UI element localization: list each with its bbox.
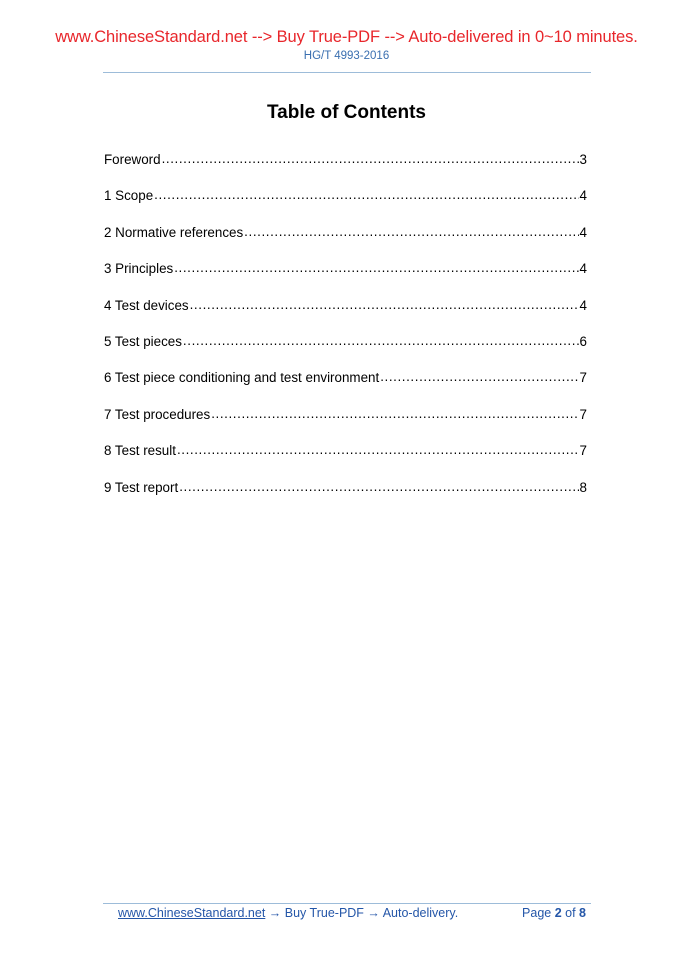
toc-leader-dots	[179, 478, 578, 492]
toc-entry-conditioning[interactable]	[104, 368, 587, 404]
toc-entry-page: 6	[579, 333, 587, 349]
toc-leader-dots	[174, 259, 578, 273]
toc-entry-scope[interactable]	[104, 186, 587, 222]
footer	[118, 906, 586, 920]
toc-entry-page: 8	[579, 479, 587, 495]
toc-leader-dots	[162, 150, 579, 164]
toc-leader-dots	[380, 368, 578, 382]
page-total: 8	[579, 906, 586, 920]
toc-entry-label: Foreword	[104, 152, 161, 167]
footer-tagline: → Buy True-PDF → Auto-delivery.	[265, 906, 459, 920]
toc-leader-dots	[177, 441, 579, 455]
toc-entry-label: 4 Test devices	[104, 297, 189, 313]
toc-entry-page: 7	[579, 406, 587, 422]
toc-leader-dots	[211, 405, 578, 419]
toc-entry-normative-references[interactable]	[104, 223, 587, 259]
toc-entry-test-devices[interactable]	[104, 296, 587, 332]
toc-entry-label: 8 Test result	[104, 443, 176, 459]
toc-entry-label: 1 Scope	[104, 188, 154, 204]
toc-entry-page: 3	[579, 152, 587, 167]
toc-entry-page: 4	[579, 261, 587, 277]
toc-leader-dots	[190, 296, 579, 310]
toc-entry-page: 4	[579, 224, 587, 240]
page-current: 2	[554, 906, 562, 920]
toc-leader-dots	[183, 332, 579, 346]
toc-entry-label: 9 Test report	[104, 479, 179, 495]
page-word: Page	[522, 906, 555, 920]
header-divider	[103, 72, 591, 73]
toc-leader-dots	[154, 186, 578, 200]
toc-entry-label: 2 Normative references	[104, 224, 244, 240]
footer-divider	[103, 903, 591, 904]
page-indicator	[522, 906, 586, 920]
toc-entry-page: 4	[579, 297, 587, 313]
toc-entry-label: 5 Test pieces	[104, 333, 182, 349]
toc-entry-principles[interactable]	[104, 259, 587, 295]
toc-entry-page: 7	[579, 370, 587, 386]
footer-site-link[interactable]: www.ChineseStandard.net	[118, 906, 266, 920]
toc-entry-test-report[interactable]	[104, 478, 587, 514]
toc-entry-label: 3 Principles	[104, 261, 174, 277]
toc-entry-page: 4	[579, 188, 587, 204]
toc-list	[104, 150, 587, 514]
header-banner[interactable]: www.ChineseStandard.net --> Buy True-PDF --> Auto-delivered in 0~10 minutes.	[55, 28, 638, 46]
toc-entry-test-pieces[interactable]	[104, 332, 587, 368]
standard-code: HG/T 4993-2016	[303, 50, 390, 62]
toc-entry-foreword[interactable]	[104, 150, 587, 186]
page-of: of	[561, 906, 580, 920]
toc-entry-test-procedures[interactable]	[104, 405, 587, 441]
toc-leader-dots	[244, 223, 578, 237]
toc-title: Table of Contents	[266, 102, 427, 123]
toc-entry-page: 7	[579, 443, 587, 459]
toc-entry-test-result[interactable]	[104, 441, 587, 477]
toc-entry-label: 6 Test piece conditioning and test environment	[104, 370, 380, 386]
toc-entry-label: 7 Test procedures	[104, 406, 211, 422]
